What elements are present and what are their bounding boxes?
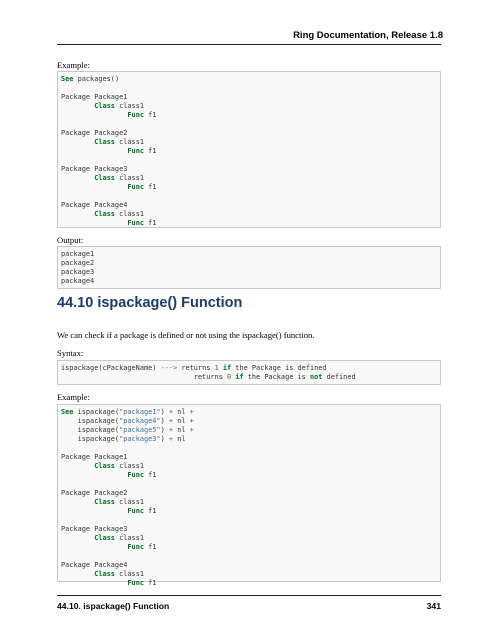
code-token: Class — [94, 174, 115, 182]
footer-rule — [57, 595, 441, 596]
code-line — [61, 453, 440, 462]
code-token: ispackage( — [61, 417, 120, 425]
code-line — [61, 444, 440, 453]
example-label: Example: — [57, 392, 90, 402]
code-token: + — [168, 435, 174, 443]
code-token — [61, 534, 94, 542]
code-line — [61, 259, 440, 268]
code-token: if — [222, 364, 232, 372]
code-token: Class — [94, 534, 115, 542]
code-token: defined — [322, 373, 356, 381]
code-token — [61, 174, 94, 182]
code-block-output — [57, 246, 441, 289]
code-token: returns — [177, 364, 215, 372]
code-block-ispackage-example — [57, 404, 441, 587]
code-line — [61, 498, 440, 507]
code-token: ispackage( — [61, 435, 120, 443]
code-line — [61, 174, 440, 183]
code-token: ) — [160, 426, 169, 434]
code-token: nl — [173, 417, 190, 425]
code-token: f1 — [144, 507, 157, 515]
code-token: f1 — [144, 111, 157, 119]
code-line — [61, 165, 440, 174]
code-token: f1 — [144, 579, 157, 587]
code-line — [61, 138, 440, 147]
footer-section-title: 44.10. ispackage() Function — [57, 601, 170, 611]
code-token: f1 — [144, 543, 157, 551]
code-token: 0 — [226, 373, 232, 381]
code-token — [61, 219, 127, 227]
code-block-packages-example — [57, 71, 441, 228]
code-line — [61, 435, 440, 444]
code-token — [61, 183, 127, 191]
code-token: the Package is defined — [231, 364, 327, 372]
code-line — [61, 129, 440, 138]
code-token: nl — [173, 435, 186, 443]
code-token: f1 — [144, 471, 157, 479]
code-line — [61, 471, 440, 480]
code-line — [61, 250, 440, 259]
code-token: Package Package4 — [61, 561, 128, 569]
code-line — [61, 516, 440, 525]
code-token: class1 — [114, 534, 144, 542]
code-token: Class — [94, 138, 115, 146]
code-token: ispackage( — [73, 408, 120, 416]
code-token: Func — [127, 507, 144, 515]
code-line — [61, 210, 440, 219]
code-token: Class — [94, 570, 115, 578]
code-token: class1 — [114, 498, 144, 506]
code-line — [61, 507, 440, 516]
code-line — [61, 462, 440, 471]
code-token: class1 — [114, 210, 144, 218]
code-token: packages() — [73, 75, 120, 83]
code-token — [61, 138, 94, 146]
code-token: Func — [127, 183, 144, 191]
code-token: See — [61, 408, 74, 416]
code-token: ) — [160, 417, 169, 425]
code-token: Package Package2 — [61, 129, 128, 137]
section-heading: 44.10 ispackage() Function — [57, 295, 243, 311]
code-token: Func — [127, 147, 144, 155]
code-token: Func — [127, 579, 144, 587]
code-token — [61, 210, 94, 218]
code-token: ---> — [160, 364, 178, 372]
code-token: package1 — [61, 250, 95, 258]
code-token: Class — [94, 210, 115, 218]
code-token — [61, 102, 94, 110]
code-block-syntax — [57, 360, 441, 385]
code-token: + — [168, 408, 174, 416]
code-line — [61, 543, 440, 552]
output-label: Output: — [57, 235, 84, 245]
code-token: + — [168, 417, 174, 425]
code-token: Func — [127, 543, 144, 551]
code-token: Func — [127, 219, 144, 227]
page-number: 341 — [426, 601, 441, 611]
code-token: "package5" — [119, 426, 161, 434]
code-token: Package Package3 — [61, 525, 128, 533]
code-token: Func — [127, 111, 144, 119]
code-line — [61, 75, 440, 84]
code-line — [61, 156, 440, 165]
code-line — [61, 183, 440, 192]
code-line — [61, 408, 440, 417]
code-token: Class — [94, 498, 115, 506]
code-token: + — [189, 408, 194, 416]
code-line — [61, 417, 440, 426]
intro-paragraph: We can check if a package is defined or not using the ispackage() function. — [57, 330, 315, 340]
code-line — [61, 570, 440, 579]
code-token — [61, 471, 127, 479]
header-rule — [57, 44, 441, 45]
code-token: Package Package1 — [61, 93, 128, 101]
code-token — [61, 543, 127, 551]
code-token: Func — [127, 471, 144, 479]
syntax-label: Syntax: — [57, 348, 84, 358]
code-token: f1 — [144, 183, 157, 191]
code-line — [61, 277, 440, 286]
code-line — [61, 147, 440, 156]
code-token: if — [235, 373, 244, 381]
code-token: See — [61, 75, 74, 83]
code-token: Package Package1 — [61, 453, 128, 461]
code-token: f1 — [144, 219, 157, 227]
code-token: ) — [160, 435, 169, 443]
code-token — [61, 579, 127, 587]
code-token: package3 — [61, 268, 95, 276]
code-token: ispackage( — [61, 426, 120, 434]
code-token: Package Package4 — [61, 201, 128, 209]
code-line — [61, 364, 440, 373]
code-token: package2 — [61, 259, 95, 267]
running-header: Ring Documentation, Release 1.8 — [293, 30, 443, 41]
code-token: + — [189, 417, 194, 425]
code-line — [61, 373, 440, 382]
code-line — [61, 489, 440, 498]
code-line — [61, 111, 440, 120]
code-line — [61, 525, 440, 534]
code-line — [61, 93, 440, 102]
code-token: class1 — [114, 462, 144, 470]
code-line — [61, 561, 440, 570]
code-token: ispackage(cPackageName) — [61, 364, 161, 372]
code-token — [61, 111, 127, 119]
code-line — [61, 192, 440, 201]
code-token: ) — [160, 408, 169, 416]
code-token — [61, 147, 127, 155]
code-token: class1 — [114, 138, 144, 146]
code-line — [61, 120, 440, 129]
code-token: Package Package2 — [61, 489, 128, 497]
code-token: "package3" — [119, 435, 161, 443]
code-token: Class — [94, 102, 115, 110]
code-token: class1 — [114, 174, 144, 182]
code-token: 1 — [214, 364, 219, 372]
code-token — [61, 507, 127, 515]
code-token: + — [168, 426, 174, 434]
code-line — [61, 426, 440, 435]
code-token: package4 — [61, 277, 95, 285]
code-token: "package4" — [119, 417, 161, 425]
code-line — [61, 552, 440, 561]
code-token — [61, 570, 94, 578]
code-token: Class — [94, 462, 115, 470]
code-token: nl — [173, 408, 190, 416]
code-line — [61, 219, 440, 228]
code-line — [61, 268, 440, 277]
code-line — [61, 201, 440, 210]
code-token: Package Package3 — [61, 165, 128, 173]
code-token: class1 — [114, 102, 144, 110]
code-line — [61, 579, 440, 588]
code-line — [61, 534, 440, 543]
example-label: Example: — [57, 60, 90, 70]
code-token: f1 — [144, 147, 157, 155]
code-line — [61, 480, 440, 489]
code-line — [61, 102, 440, 111]
code-token: the Package is — [243, 373, 310, 381]
code-token: not — [309, 373, 323, 381]
code-token — [61, 498, 94, 506]
code-token: returns — [61, 373, 227, 381]
code-token — [61, 462, 94, 470]
code-token: + — [189, 426, 194, 434]
code-token: nl — [173, 426, 190, 434]
code-token: class1 — [114, 570, 144, 578]
code-token: "package1" — [119, 408, 161, 416]
code-line — [61, 84, 440, 93]
